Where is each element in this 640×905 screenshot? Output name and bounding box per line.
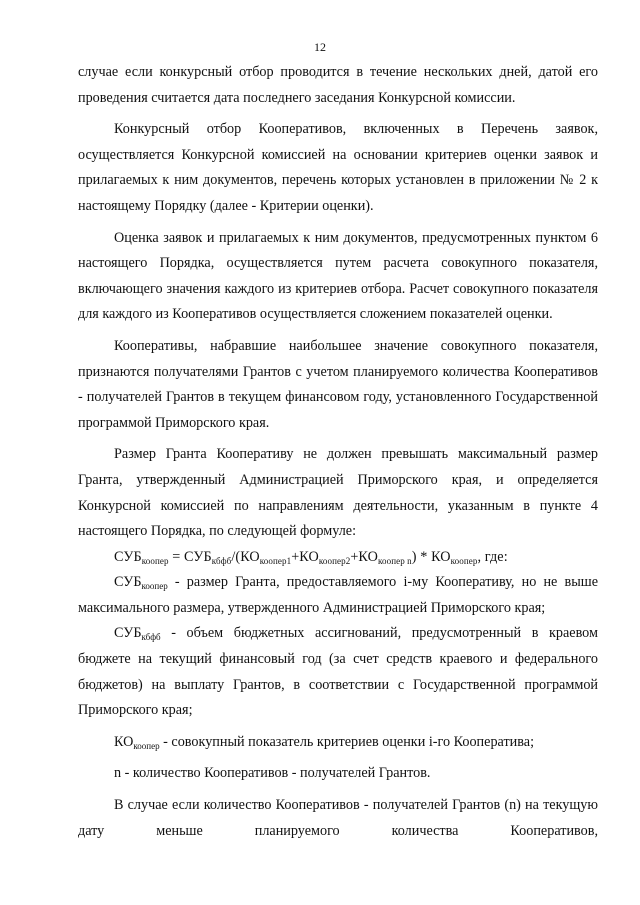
paragraph-2: Конкурсный отбор Кооперативов, включенных в Перечень заявок, осуществляется Конкурсной комиссией на основании критериев оценки заявок и прилагаемых к ним документов, перечень которых установлен в приложении № 2 к настоящему Порядку (далее - Критерии оценки). [78, 121, 598, 214]
definition-2-symbol: СУБ [114, 625, 142, 642]
definition-3-symbol: КО [114, 733, 134, 750]
paragraph-3: Оценка заявок и прилагаемых к ним документов, предусмотренных пунктом 6 настоящего Порядка, осуществляется путем расчета совокупного показателя, включающего значения каждого из критериев отбора. Расчет совокупного показателя для каждого из Кооперативов осуществляется сложением показателей оценки. [78, 229, 598, 323]
formula-plus1: +КО [291, 548, 319, 565]
grant-formula [78, 545, 598, 571]
formula-equals: = [168, 548, 185, 565]
formula-lhs-sub: коопер [141, 555, 169, 566]
formula-plus2: +КО [350, 548, 378, 565]
formula-tail: , где: [477, 548, 508, 565]
paragraph-5: Размер Гранта Кооперативу не должен превышать максимальный размер Гранта, утвержденный Администрацией Приморского края, и определяется Конкурсной комиссией по направлениям деятельности, указанным в пункте 4 настоящего Порядка, по следующей формуле: [78, 446, 598, 540]
formula-open: /(КО [231, 548, 260, 565]
formula-ko-sub: коопер [450, 555, 478, 566]
definition-1-sub: коопер [141, 581, 168, 592]
definition-3-sub: коопер [133, 740, 160, 751]
definition-2-text: - объем бюджетных ассигнований, предусмотренный в краевом бюджете на текущий финансовый год (за счет средств краевого и федерального бюджетов) на выплату Грантов, в соответствии с Государственной программой Приморского края; [78, 625, 598, 719]
definition-sub-kbfb [78, 621, 598, 723]
definition-sub-cooper [78, 570, 598, 621]
formula-term1-sub: кбфб [211, 555, 232, 566]
page-number: 12 [314, 40, 326, 54]
formula-lhs: СУБ [114, 548, 142, 565]
formula-close: ) * КО [411, 548, 451, 565]
definition-1-symbol: СУБ [114, 574, 142, 591]
definition-2-sub: кбфб [141, 632, 161, 643]
paragraph-final: В случае если количество Кооперативов - получателей Грантов (n) на текущую дату меньше планируемого количества Кооперативов, [78, 797, 598, 839]
formula-ko2-sub: коопер2 [318, 555, 351, 566]
document-body [78, 60, 598, 844]
formula-term1: СУБ [184, 548, 212, 565]
formula-kon-sub: коопер n [377, 555, 412, 566]
definition-ko-cooper [78, 730, 598, 756]
paragraph-1: случае если конкурсный отбор проводится в течение нескольких дней, датой его проведения считается дата последнего заседания Конкурсной комиссии. [78, 64, 598, 106]
definition-3-text: - совокупный показатель критериев оценки i-го Кооператива; [159, 733, 535, 750]
paragraph-4: Кооперативы, набравшие наибольшее значение совокупного показателя, признаются получателями Грантов с учетом планируемого количества Кооперативов - получателей Грантов в текущем финансовом году, установленного Государственной программой Приморского края. [78, 337, 598, 431]
definition-1-text: - размер Гранта, предоставляемого i-му Кооперативу, но не выше максимального размера, утвержденного Администрацией Приморского края; [78, 574, 598, 616]
paragraph-n-definition: n - количество Кооперативов - получателей Грантов. [114, 765, 431, 782]
formula-ko1-sub: коопер1 [259, 555, 292, 566]
